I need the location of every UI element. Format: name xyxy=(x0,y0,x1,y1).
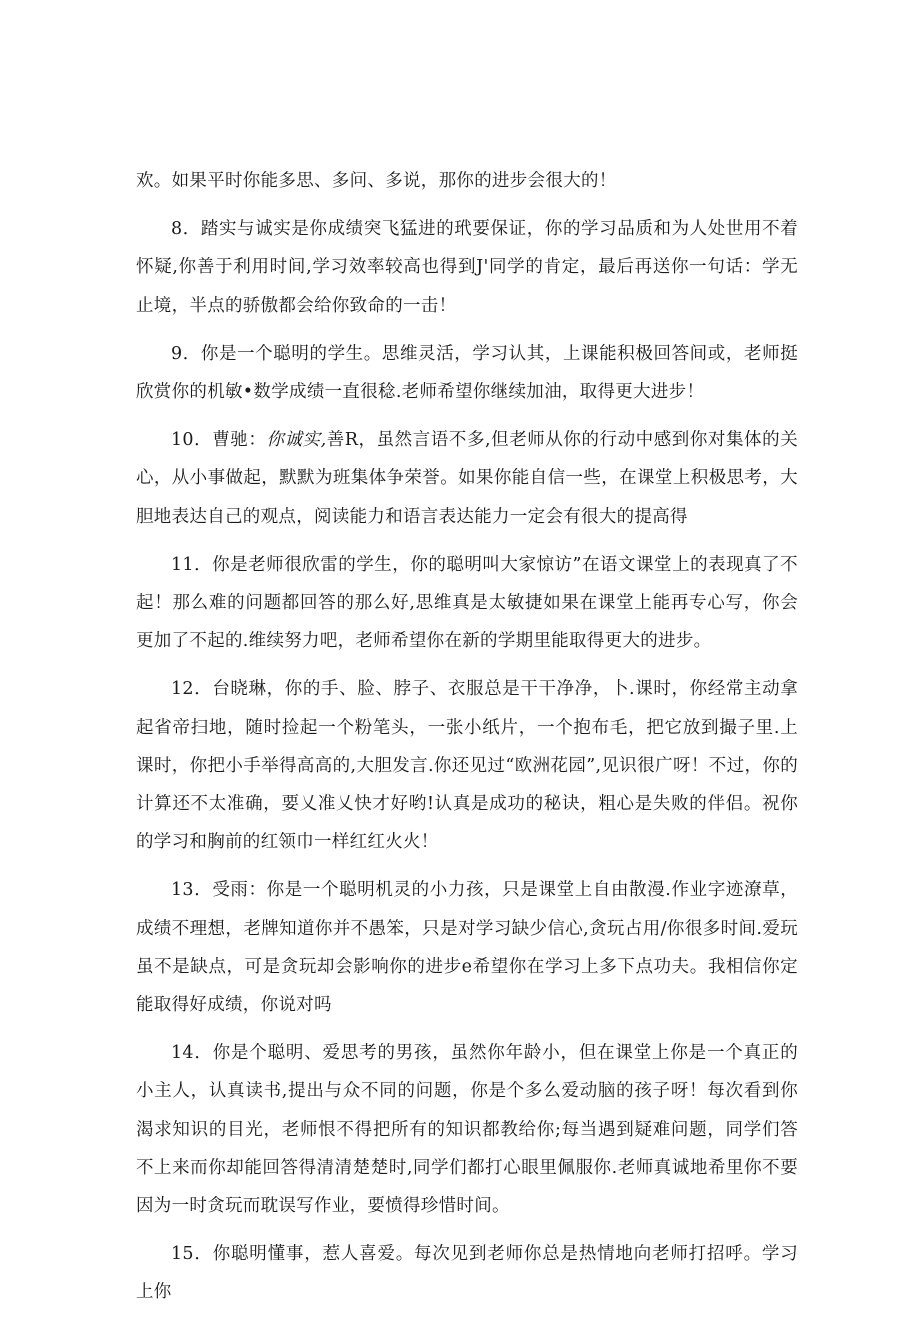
paragraph-number: 10 xyxy=(171,430,194,451)
paragraph-text: ．你是老师很欣雷的学生，你的聪明叫大家惊访”在语文课堂上的表现真了不起！那么难的问题都回答的那么好,思维真是太敏捷如果在课堂上能再专心写，你会更加了不起的.维续努力吧，老师希望你在新的学期里能取得更大的进步。 xyxy=(136,554,798,652)
paragraph-9 xyxy=(136,335,798,411)
paragraph-10 xyxy=(136,421,798,536)
paragraph-number: 13 xyxy=(171,880,194,901)
paragraph-number: 11 xyxy=(171,554,194,575)
paragraph-text: ．受雨：你是一个聪明机灵的小力孩，只是课堂上自由散漫.作业字迹潦草，成绩不理想，老牌知道你并不愚笨，只是对学习缺少信心,贪玩占用/你很多时间.爱玩虽不是缺点，可是贪玩却会影响你的进步e希望你在学习上多下点功夫。我相信你定能取得好成绩，你说对吗 xyxy=(136,880,798,1016)
paragraph-prefix: ．曹驰： xyxy=(193,430,267,451)
document-body xyxy=(136,162,798,1322)
paragraph-text: ．踏实与诚实是你成绩突飞猛进的玳要保证，你的学习品质和为人处世用不着怀疑,你善于利用时间,学习效率较高也得到J'同学的肯定，最后再送你一句话：学无止境，半点的骄傲都会给你致命的一击！ xyxy=(136,219,798,316)
paragraph-7-continuation xyxy=(136,162,798,200)
paragraph-number: 12 xyxy=(171,679,194,700)
paragraph-12 xyxy=(136,670,798,861)
paragraph-italic-phrase: 你诚实, xyxy=(266,430,327,451)
paragraph-number: 15 xyxy=(171,1244,194,1265)
paragraph-text: 善R，虽然言语不多,但老师从你的行动中感到你对集体的关心，从小事做起，默默为班集体争荣誉。如果你能自信一些，在课堂上积极思考，大胆地表达自己的观点，阅读能力和语言表达能力一定会有很大的提高得 xyxy=(136,430,798,527)
paragraph-8 xyxy=(136,210,798,325)
paragraph-text: ．你是个聪明、爱思考的男孩，虽然你年龄小，但在课堂上你是一个真正的小主人，认真读书,提出与众不同的问题，你是个多么爱动脑的孩子呀！每次看到你渴求知识的目光，老师恨不得把所有的知识都教给你;每当遇到疑难问题，同学们答不上来而你却能回答得清清楚楚时,同学们都打心眼里佩服你.老师真诚地希里你不要因为一时贪玩而耽误写作业，要愤得珍惜时间。 xyxy=(136,1043,798,1217)
paragraph-text: 欢。如果平时你能多思、多问、多说，那你的进步会很大的！ xyxy=(136,171,617,191)
paragraph-text: ．台晓琳，你的手、脸、脖子、衣服总是干干净净，卜.课时，你经常主动拿起省帝扫地，随时捡起一个粉笔头，一张小纸片，一个抱布毛，把它放到撮子里.上课时，你把小手举得高高的,大胆发言.你还见过“欧洲花园”,见识很广呀！不过，你的计算还不太准确，要乂准乂快才好哟!认真是成功的秘诀，粗心是失败的伴侣。祝你的学习和胸前的红领巾一样红红火火！ xyxy=(136,679,799,853)
paragraph-13 xyxy=(136,871,798,1024)
paragraph-number: 8 xyxy=(171,219,183,240)
paragraph-number: 14 xyxy=(171,1043,194,1064)
paragraph-15 xyxy=(136,1235,798,1311)
paragraph-text: ．你聪明懂事，惹人喜爱。每次见到老师你总是热情地向老师打招呼。学习上你 xyxy=(136,1244,798,1303)
paragraph-number: 9 xyxy=(171,343,183,364)
paragraph-11 xyxy=(136,546,798,661)
paragraph-text: ．你是一个聪明的学生。思维灵活，学习认其，上课能积极回答间或，老师挺欣赏你的机敏•数学成绩一直很稔.老师希望你继续加油，取得更大进步！ xyxy=(136,343,798,403)
paragraph-14 xyxy=(136,1034,798,1225)
